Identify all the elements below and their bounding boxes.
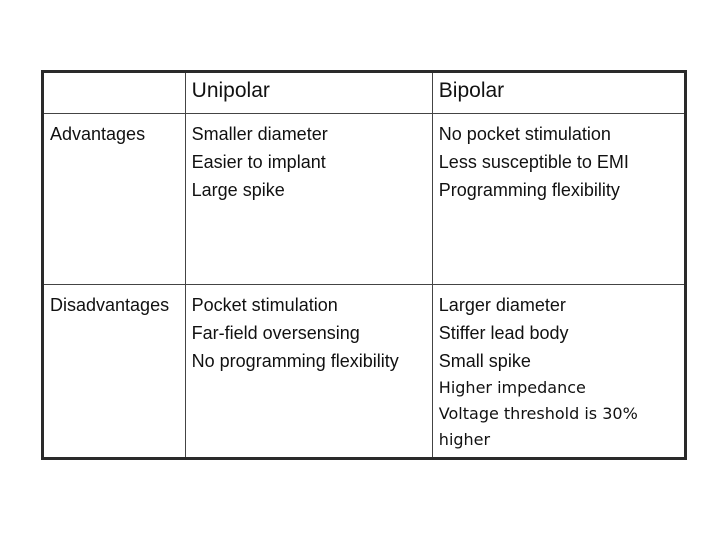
disadvantages-unipolar-cell	[185, 285, 432, 459]
row-label-disadvantages	[43, 285, 186, 459]
list-item: No programming flexibility	[191, 351, 399, 371]
list-item: Smaller diameter	[191, 124, 328, 144]
advantages-row	[43, 114, 686, 285]
comparison-table	[41, 70, 687, 460]
header-corner-cell	[43, 72, 186, 114]
header-unipolar: Unipolar	[185, 72, 432, 114]
list-item: Larger diameter	[438, 295, 566, 315]
list-item: Voltage threshold is 30% higher	[438, 404, 638, 449]
disadvantages-row	[43, 285, 686, 459]
list-item: Far-field oversensing	[191, 323, 360, 343]
header-bipolar: Bipolar	[432, 72, 685, 114]
list-item: Small spike	[438, 351, 531, 371]
disadvantages-label: Disadvantages	[50, 295, 170, 315]
header-row	[43, 72, 686, 114]
advantages-unipolar-cell	[185, 114, 432, 285]
advantages-label: Advantages	[50, 124, 146, 144]
list-item: Stiffer lead body	[438, 323, 569, 343]
list-item: No pocket stimulation	[438, 124, 611, 144]
advantages-bipolar-cell	[432, 114, 685, 285]
list-item: Large spike	[191, 180, 285, 200]
list-item: Higher impedance	[438, 378, 586, 397]
list-item: Less susceptible to EMI	[438, 152, 629, 172]
row-label-advantages	[43, 114, 186, 285]
disadvantages-bipolar-cell	[432, 285, 685, 459]
list-item: Easier to implant	[191, 152, 326, 172]
list-item: Programming flexibility	[438, 180, 620, 200]
list-item: Pocket stimulation	[191, 295, 338, 315]
